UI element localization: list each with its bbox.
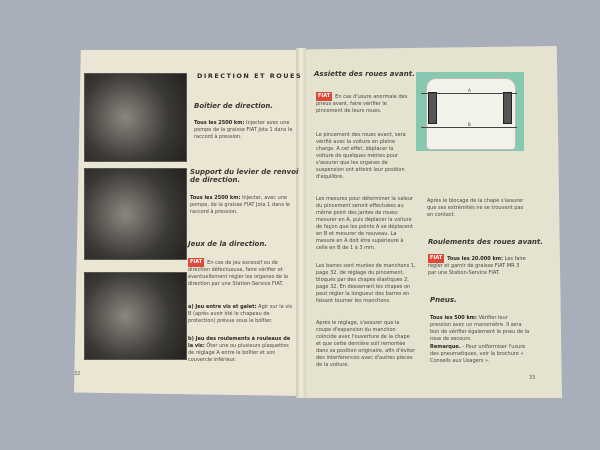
section-text: FIAT En cas de jeu excessif ou de direction défectueuse, faire vérifier et éventuellement régler les organes de la direction par une Station-Service FIAT. [188,259,288,287]
page-title: DIRECTION ET ROUES [197,72,303,80]
wheel-alignment-diagram [416,72,524,151]
section-heading: Jeux de la direction. [188,240,267,248]
label-b: B [468,122,471,127]
fiat-badge: FIAT [190,259,203,265]
section-heading: Boîtier de direction. [194,102,274,110]
section-heading: Support du levier de renvoi de direction. [190,168,299,184]
measure-line-a [421,93,517,94]
section-text: Le pincement des roues avant, sera vérifié avec la voiture en pleine charge. A cet effet, déplacer la voiture de quelques mètres pour s'assurer que les organes de suspension ont atteint leur position d'équilibre. [316,132,406,180]
booklet-spine [296,48,306,398]
section-text: Les mesures pour déterminer la valeur du pincement seront effectuées au même point des jantes de roues: mesurer en A, puis déplacer la voiture de façon que les points A se déplacent en B et mesurer de nouveau. La mesure en A doit être supérieure à celle en B de 1 à 3 mm. [316,196,414,251]
wheel-left [428,92,437,124]
section-text: Remarque. - Pour uniformiser l'usure des pneumatiques, voir la brochure « Conseils aux Usagers ». [430,344,526,364]
measure-line-b [421,127,517,128]
section-text: Tous les 2500 km: Injecter avec une pompe de la graisse FIAT Jota 1 dans le raccord à pression. [194,120,293,140]
page-number: 33 [529,375,536,381]
section-text: Tous les 500 km: Vérifier leur pression avec un manomètre. Il sera bon de vérifier également le pneu de la roue de secours. [430,315,530,342]
section-heading: Assiette des roues avant. [314,70,415,78]
steering-lever-photo [84,168,187,260]
section-text: FIAT En cas d'usure anormale des pneus avant, faire vérifier le pincement de leurs roues. [316,93,408,114]
section-text: Après le réglage, s'assurer que la coupe d'expansion du manchon coïncide avec l'ouverture de la chape et que cette dernière soit remontée dans sa position originaire, afin d'éviter des interférences avec d'autres pièces de la voiture. [316,320,416,368]
section-text: Après le blocage de la chape s'assurer que ses extrémités ne se trouvent pas en contact. [427,198,524,218]
label-a: A [468,88,471,93]
steering-play-photo [84,272,187,360]
wheel-right [503,92,512,124]
fiat-badge: FIAT [430,255,443,261]
list-item: a) Jeu entre vis et galet: Agir sur la vis B (après avoir ôté le chapeau de protection) prévue sous le boîtier. [188,304,293,324]
section-text: FIAT Tous les 20.000 km: Les faire régler et garnir de graisse FIAT MR 3 par une Station-Service FIAT. [428,255,526,276]
section-text: Tous les 2500 km: Injecter, avec une pompe, de la graisse FIAT Jota 1 dans le raccord à pression. [190,195,290,215]
page-number: 32 [74,371,81,377]
section-heading: Pneus. [430,296,457,304]
steering-box-photo [84,73,187,162]
fiat-badge: FIAT [318,93,331,99]
section-text: Les barres sont munies de manchons 1, page 32, de réglage du pincement, bloqués par des chapes élastiques 2, page 32. En desserrant les chapes on peut régler la longueur des barres en faisant tourner les manchons. [316,263,416,304]
section-heading: Roulements des roues avant. [428,238,543,246]
list-item: b) Jeu des roulements à rouleaux de la vis: Ôter une ou plusieurs plaquettes de réglage A entre le boîtier et son couvercle inférieur. [188,336,291,363]
